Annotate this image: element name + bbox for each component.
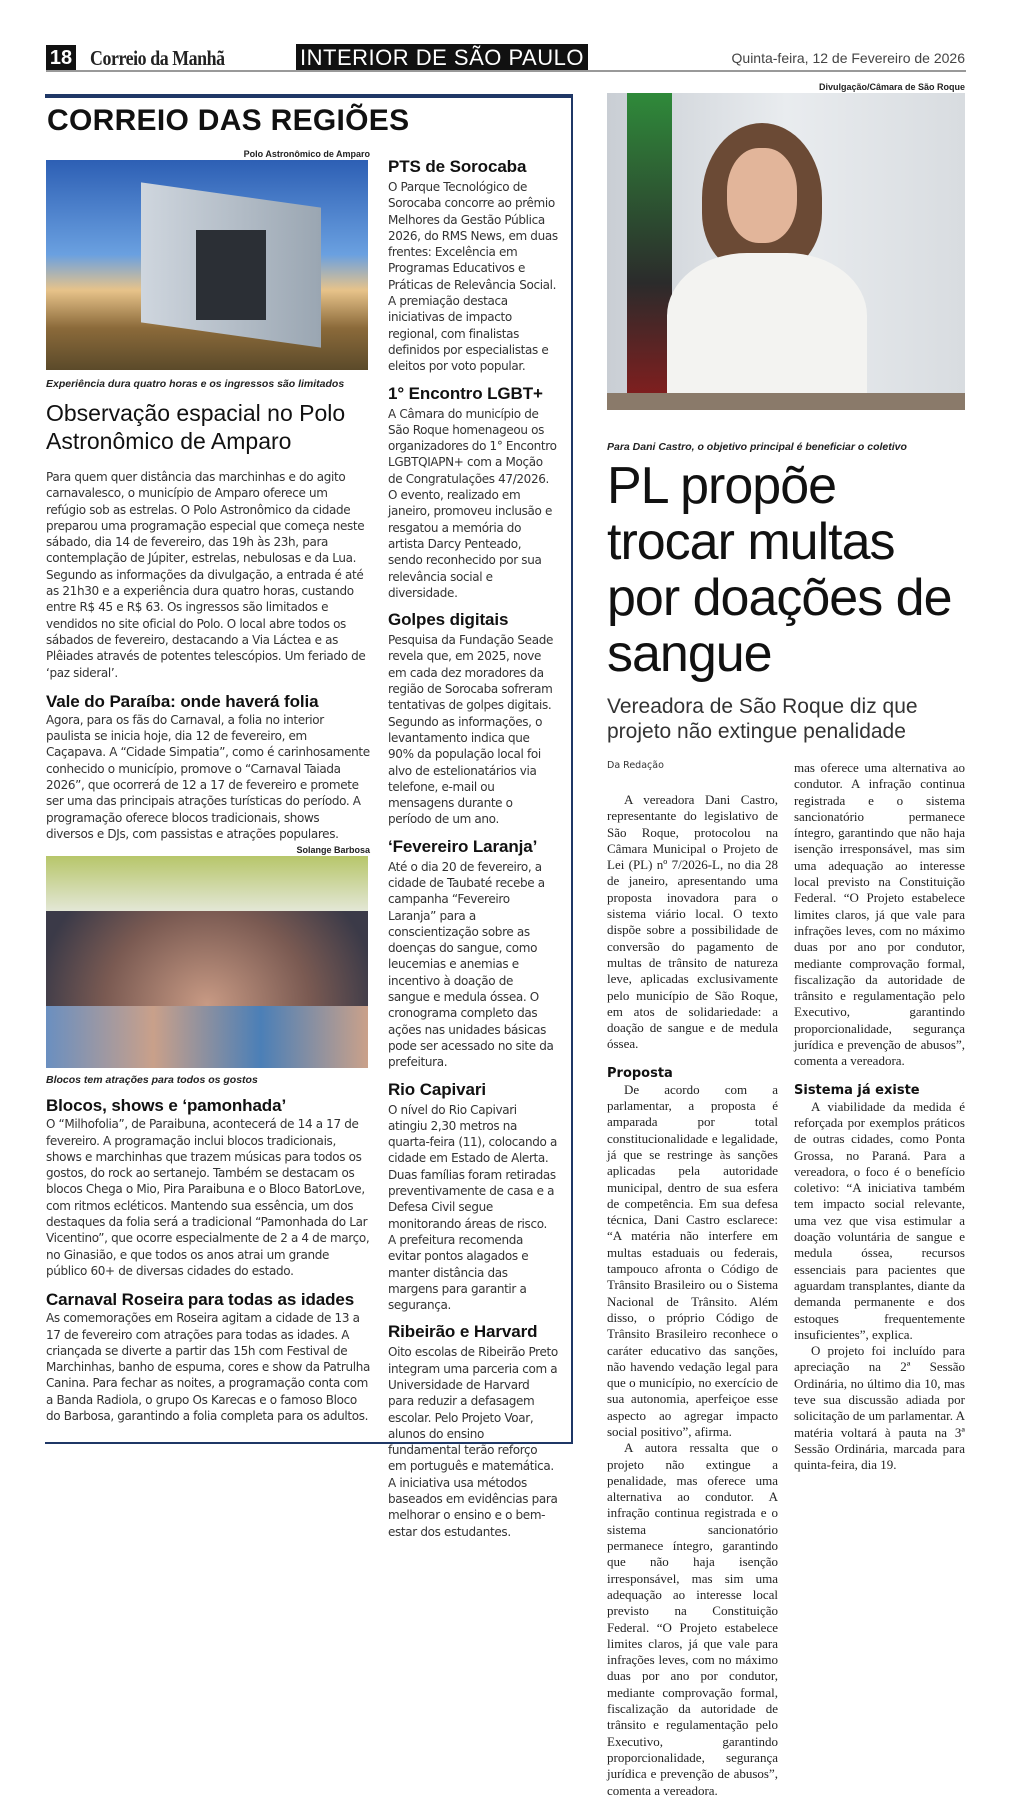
briefs-column xyxy=(388,156,558,1540)
article-column-2 xyxy=(794,760,965,1473)
photo-credit: Polo Astronômico de Amparo xyxy=(243,149,370,159)
byline: Da Redação xyxy=(607,760,664,771)
photo-caption: Experiência dura quatro horas e os ingressos são limitados xyxy=(46,378,345,390)
brief-title: 1° Encontro LGBT+ xyxy=(388,383,543,403)
councilwoman-photo xyxy=(607,93,965,410)
photo-credit: Solange Barbosa xyxy=(296,845,370,856)
paragraph: A autora ressalta que o projeto não extingue a penalidade, mas oferece uma alternativa ao condutor. A infração continua registrada e o sistema sancionatório permanece íntegro, garantindo que não haja isenção irresponsável, mas sim uma adequação ao interesse local previsto na Constituição Federal. “O Projeto estabelece limites claros, já que vale para infrações leves, com no máximo duas por ano por condutor, mediante comprovação formal, fiscalização da autoridade de trânsito e regulamentação pelo Executivo, garantindo proporcionalidade, segurança jurídica e prevenção de abusos”, comenta a vereadora. xyxy=(607,1440,778,1798)
subheading: Blocos, shows e ‘pamonhada’ xyxy=(46,1096,287,1116)
section-title: INTERIOR DE SÃO PAULO xyxy=(296,44,588,71)
article-headline: Observação espacial no Polo Astronômico de Amparo xyxy=(46,400,346,454)
paragraph-continued: mas oferece uma alternativa ao condutor. A infração continua registrada e o sistema sancionatório permanece íntegro, garantindo que não haja isenção irresponsável, mas sim uma adequação ao interesse local previsto na Constituição Federal. “O Projeto estabelece limites claros, já que vale para infrações leves, com no máximo duas por ano por condutor, mediante comprovação formal, fiscalização da autoridade de trânsito e regulamentação pelo Executivo, garantindo proporcionalidade, segurança jurídica e prevenção de abusos”, comenta a vereadora. xyxy=(794,760,965,1069)
brief-text: O Parque Tecnológico de Sorocaba concorre ao prêmio Melhores da Gestão Pública 2026, do RMS News, em duas frentes: Excelência em Programas Educativos e Práticas de Relevância Social. A premiação destaca iniciativas de impacto regional, com finalistas definidos por especialistas e eleitos por voto popular. xyxy=(388,180,558,374)
subheading: Sistema já existe xyxy=(794,1082,920,1098)
article-body: Para quem quer distância das marchinhas e do agito carnavalesco, o município de Amparo oferece um refúgio sob as estrelas. O Polo Astronômico da cidade preparou uma programação especial que começa neste sábado, dia 14 de fevereiro, das 19h às 23h, para contemplação de Júpiter, estrelas, nebulosas e da Lua. Segundo as informações da divulgação, a entrada é até as 21h30 e a experiência dura quatro horas, custando entre R$ 45 e R$ 63. Os ingressos são limitados e vendidos no site oficial do Polo. O local abre todos os sábados de fevereiro, destacando a Via Láctea e as Plêiades através de potentes telescópios. Um feriado de ‘paz sideral’. xyxy=(46,470,366,680)
main-headline: PL propõe trocar multas por doações de sangue xyxy=(607,457,952,683)
brief-text: Pesquisa da Fundação Seade revela que, em 2025, nove em cada dez moradores da região de Sorocaba sofreram tentativas de golpes digitais. Segundo as informações, o levantamento indica que 90% da população local foi alvo de estelionatários via telefone, e-mail ou mensagens durante o período de um ano. xyxy=(388,633,553,827)
issue-date: Quinta-feira, 12 de Fevereiro de 2026 xyxy=(731,50,965,66)
brief-title: PTS de Sorocaba xyxy=(388,157,527,176)
article-columns xyxy=(607,760,965,1798)
photo-caption: Blocos tem atrações para todos os gostos xyxy=(46,1074,258,1087)
photo-caption: Para Dani Castro, o objetivo principal é beneficiar o coletivo xyxy=(607,441,907,453)
brief-title: Rio Capivari xyxy=(388,1079,486,1099)
brief-text: A Câmara do município de São Roque homenageou os organizadores do 1° Encontro LGBTQIAPN+ com a Moção de Congratulações 47/2026. O evento, realizado em janeiro, promoveu inclusão e resgatou a memória do artista Darcy Penteado, sendo reconhecido por sua relevância social e diversidade. xyxy=(388,406,557,600)
main-article xyxy=(607,81,965,1798)
article-body: As comemorações em Roseira agitam a cidade de 13 a 17 de fevereiro com atrações para todas as idades. A criançada se diverte a partir das 15h com Festival de Marchinhas, banho de espuma, cores e show da Patrulha Canina. Para fechar as noites, a programação conta com a Banda Radiola, o grupo Os Karecas e o famoso Bloco do Barbosa, garantindo a folia completa para os adultos. xyxy=(46,1311,370,1423)
paragraph: A viabilidade da medida é reforçada por exemplos práticos de outras cidades, como Ponta Grossa, no Paraná. Para a vereadora, o foco é o benefício coletivo: “A iniciativa também tem impacto social relevante, uma vez que visa estimular a doação voluntária de sangue e medula óssea, recursos essenciais para pacientes que aguardam transplantes, diante da demanda permanente e dos estoques frequentemente insuficientes”, explica. xyxy=(794,1098,965,1342)
header-divider xyxy=(46,70,966,72)
article-body: O “Milhofolia”, de Paraibuna, acontecerá de 14 a 17 de fevereiro. A programação inclui blocos tradicionais, shows e marchinhas que trazem músicas para todos os gostos, do rock ao sertanejo. Também se destacam os blocos Chega o Mio, Pira Paraibuna e o Bloco BatorLove, com ritmos ecléticos. Mantendo sua essência, um dos destaques da folia será a tradicional “Pamonhada do Lar Vicentino”, que ocorre especialmente de 2 a 4 de março, no Ginasião, e que todos os anos atrai um grande público 60+ de diversas cidades do estado. xyxy=(46,1117,370,1278)
subheading: Proposta xyxy=(607,1065,673,1081)
paragraph: A vereadora Dani Castro, representante do legislativo de São Roque, protocolou na Câmara Municipal o Projeto de Lei (PL) nº 7/2026-L, no dia 28 de janeiro, apresentando uma proposta inovadora para o sistema viário local. O texto dispõe sobre a possibilidade de conversão do pagamento de multas de trânsito de natureza leve, aplicadas exclusivamente pelo município de São Roque, em atos de solidariedade: a doação de sangue e de medula óssea. xyxy=(607,792,778,1052)
paragraph: De acordo com a parlamentar, a proposta é amparada por total constitucionalidade e legalidade, já que se restringe às sanções aplicadas pela autoridade municipal, dentro de sua esfera de competência. Em sua defesa técnica, Dani Castro esclarece: “A matéria não interfere em multas estaduais ou federais, tampouco afronta o Código de Trânsito Brasileiro ou o Sistema Nacional de Trânsito. Além disso, o próprio Código de Trânsito Brasileiro reconhece o caráter educativo das sanções, não havendo vedação legal para que o município, no exercício de sua autonomia, aperfeiçoe esse aspecto ao agregar impacto social positivo”, afirma. xyxy=(607,1081,778,1439)
main-subheadline: Vereadora de São Roque diz que projeto não extingue penalidade xyxy=(607,695,918,743)
article-body: Agora, para os fãs do Carnaval, a folia no interior paulista se inicia hoje, dia 12 de fevereiro, em Caçapava. A “Cidade Simpatia”, como é carinhosamente conhecido o município, promove o “Carnaval Taiada 2026”, que ocorrerá de 12 a 17 de fevereiro e promete ser uma das principais atrações turísticas do período. A programação oferece blocos tradicionais, shows diversos e DJs, com passistas e atrações populares. xyxy=(46,712,370,841)
carnival-crowd-photo xyxy=(46,856,368,1068)
subheading: Vale do Paraíba: onde haverá folia xyxy=(46,691,319,711)
page-number: 18 xyxy=(46,45,76,71)
brief-title: Golpes digitais xyxy=(388,610,509,630)
brief-text: Oito escolas de Ribeirão Preto integram uma parceria com a Universidade de Harvard para reduzir a defasagem escolar. Pelo Projeto Voar, alunos do ensino fundamental terão reforço em português e matemática. A iniciativa usa métodos baseados em evidências para melhorar o ensino e o bem-estar dos estudantes. xyxy=(388,1345,558,1539)
regions-main-column xyxy=(46,148,370,1424)
masthead-logo: Correio da Manhã xyxy=(90,46,225,70)
brief-title: Ribeirão e Harvard xyxy=(388,1322,538,1342)
subheading: Carnaval Roseira para todas as idades xyxy=(46,1290,355,1310)
brief-title: ‘Fevereiro Laranja’ xyxy=(388,836,538,856)
article-column-1 xyxy=(607,760,778,1798)
photo-credit: Divulgação/Câmara de São Roque xyxy=(818,82,965,92)
paragraph: O projeto foi incluído para apreciação na 2ª Sessão Ordinária, no último dia 10, mas teve sua discussão adiada por solicitação de um parlamentar. A matéria voltará à pauta na 3ª Sessão Ordinária, marcada para quinta-feira, dia 19. xyxy=(794,1343,965,1473)
brief-text: O nível do Rio Capivari atingiu 2,30 metros na quarta-feira (11), colocando a cidade em Estado de Alerta. Duas famílias foram retiradas preventivamente de casa e a Defesa Civil segue monitorando áreas de risco. A prefeitura recomenda evitar pontos alagados e manter distância das margens para garantir a segurança. xyxy=(388,1102,558,1313)
observatory-photo xyxy=(46,160,368,370)
regions-title: CORREIO DAS REGIÕES xyxy=(47,104,410,137)
brief-text: Até o dia 20 de fevereiro, a cidade de Taubaté recebe a campanha “Fevereiro Laranja” para a conscientização sobre as doenças do sangue, como leucemias e anemias e incentivo à doação de sangue e medula óssea. O cronograma completo das ações nas unidades básicas pode ser acessado no site da prefeitura. xyxy=(388,859,554,1070)
